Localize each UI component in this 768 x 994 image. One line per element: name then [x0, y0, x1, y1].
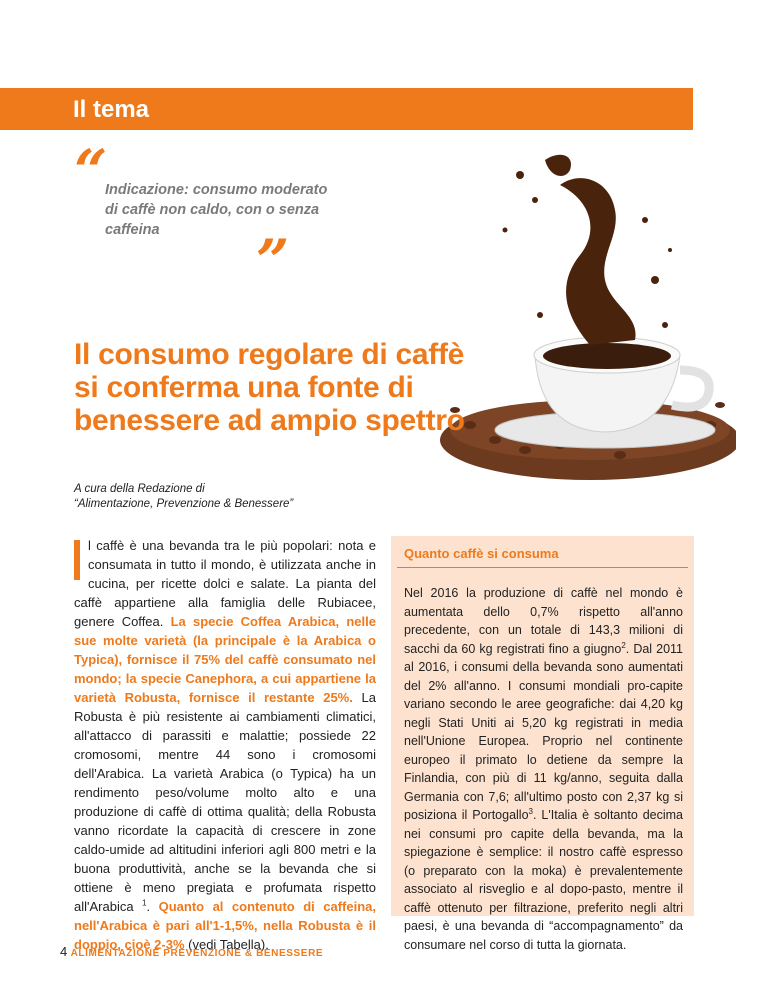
sidebar-title: Quanto caffè si consuma [404, 546, 559, 561]
byline-line-2: “Alimentazione, Prevenzione & Benessere” [74, 498, 294, 510]
footnote-ref: 1 [142, 898, 147, 908]
open-quote-mark: “ [74, 137, 108, 205]
article-headline: Il consumo regolare di caffè si conferma una fonte di benessere ad ampio spettro [74, 338, 465, 437]
article-body: l caffè è una bevanda tra le più popolari: nota e consumata in tutto il mondo, è utilizzata anche in cucina, per ricette dolci e salate. La pianta del caffè appartiene alla famiglia delle Rubiacee, genere Coffea. La specie Coffea Arabica, nelle sue molte varietà (la principale è la Arabica o Typica), fornisce il 75% del caffè consumato nel mondo; la specie Canephora, a cui appartiene la varietà Robusta, fornisce il restante 25%. La Robusta è più resistente ai cambiamenti climatici, all'attacco di parassiti e malattie; possiede 22 cromosomi, mentre 44 sono i cromosomi dell'Arabica. La varietà Arabica (o Typica) ha un rendimento peso/volume molto alto e una produzione di caffè di ottima qualità; della Robusta vanno ricordate la capacità di crescere in zone caldo-umide ad altitudini inferiori agli 800 metri e la buona produttività, anche se la bevanda che si ottiene è meno pregiata e profumata rispetto all'Arabica $^1$. Quanto al contenuto di caffeina, nell'Arabica è pari all'1-1,5%, nella Robusta è il doppio, cioè 2-3% (vedi Tabella). [74, 538, 376, 952]
coffee-cup-illustration [440, 140, 736, 480]
article-highlight: Quanto al contenuto di caffeina, nell'Arabica è pari all'1-1,5%, nella Robusta è il doppio, cioè 2-3% [74, 899, 376, 952]
sidebar-text: . L'Italia è soltanto decima nei consumi pro capite della bevanda, ma la spiegazione è semplice: il nostro caffè espresso (o preparato con la moka) è prevalentemente associato al risveglio e al dopo-pasto, mentre il caffè ottenuto per filtrazione, preferito negli altri paesi, è una bevanda di “accompagnamento” da consumare nel corso di tutta la giornata. [404, 808, 683, 952]
article-paragraph: l caffè è una bevanda tra le più popolari: nota e consumata in tutto il mondo, è utilizzata anche in cucina, per ricette dolci e salate. La pianta del caffè appartiene alla famiglia delle Rubiacee, genere Coffea. [74, 538, 376, 629]
byline [74, 482, 374, 512]
byline-line-1: A cura della Redazione di [74, 483, 205, 495]
pull-quote: Indicazione: consumo moderato di caffè non caldo, con o senza caffeina [105, 182, 328, 238]
article-paragraph: La Robusta è più resistente ai cambiamenti climatici, all'attacco di parassiti e malattie; possiede 22 cromosomi, mentre 44 sono i cromosomi dell'Arabica. La varietà Arabica (o Typica) ha un rendimento peso/volume molto alto e una produzione di caffè di ottima qualità; della Robusta vanno ricordate la capacità di crescere in zone caldo-umide ad altitudini inferiori agli 800 metri e la buona produttività, anche se la bevanda che si ottiene è meno pregiata e profumata rispetto all'Arabica [74, 690, 376, 914]
sidebar-text: . Dal 2011 al 2016, i consumi della bevanda sono aumentati del 2% all'anno. I consumi mondiali pro-capite variano secondo le aree geografiche: dai 4,20 kg negli Stati Uniti ai 5,20 kg registrati in media nell'Unione Europea. Proprio nel continente europeo il primato lo detiene da sempre la Finlandia, con più di 11 kg/anno, seguita dalla Germania con 7,6; all'ultimo posto con 2,37 kg si posiziona il Portogallo [404, 641, 683, 822]
close-quote-mark: ” [256, 227, 290, 295]
footnote-ref: 3 [528, 806, 533, 816]
publication-name: ALIMENTAZIONE PREVENZIONE & BENESSERE [70, 948, 324, 959]
article-paragraph: (vedi Tabella). [188, 937, 269, 952]
article-highlight: La specie Coffea Arabica, nelle sue molte varietà (la principale è la Arabica o Typica), fornisce il 75% del caffè consumato nel mondo; la specie Canephora, a cui appartiene la varietà Robusta, fornisce il restante 25%. [74, 614, 376, 705]
sidebar-text: Nel 2016 la produzione di caffè nel mondo è aumentata dello 0,7% rispetto all'anno precedente, con un totale di 143,3 milioni di sacchi da 60 kg registrati fino a giugno [404, 586, 683, 656]
drop-cap-bar [74, 540, 80, 580]
sidebar-divider [397, 567, 688, 568]
sidebar-body [404, 584, 683, 954]
page-footer [60, 944, 323, 959]
page-number: 4 [60, 944, 68, 959]
section-title: Il tema [73, 96, 150, 123]
footnote-ref: 2 [621, 640, 626, 650]
